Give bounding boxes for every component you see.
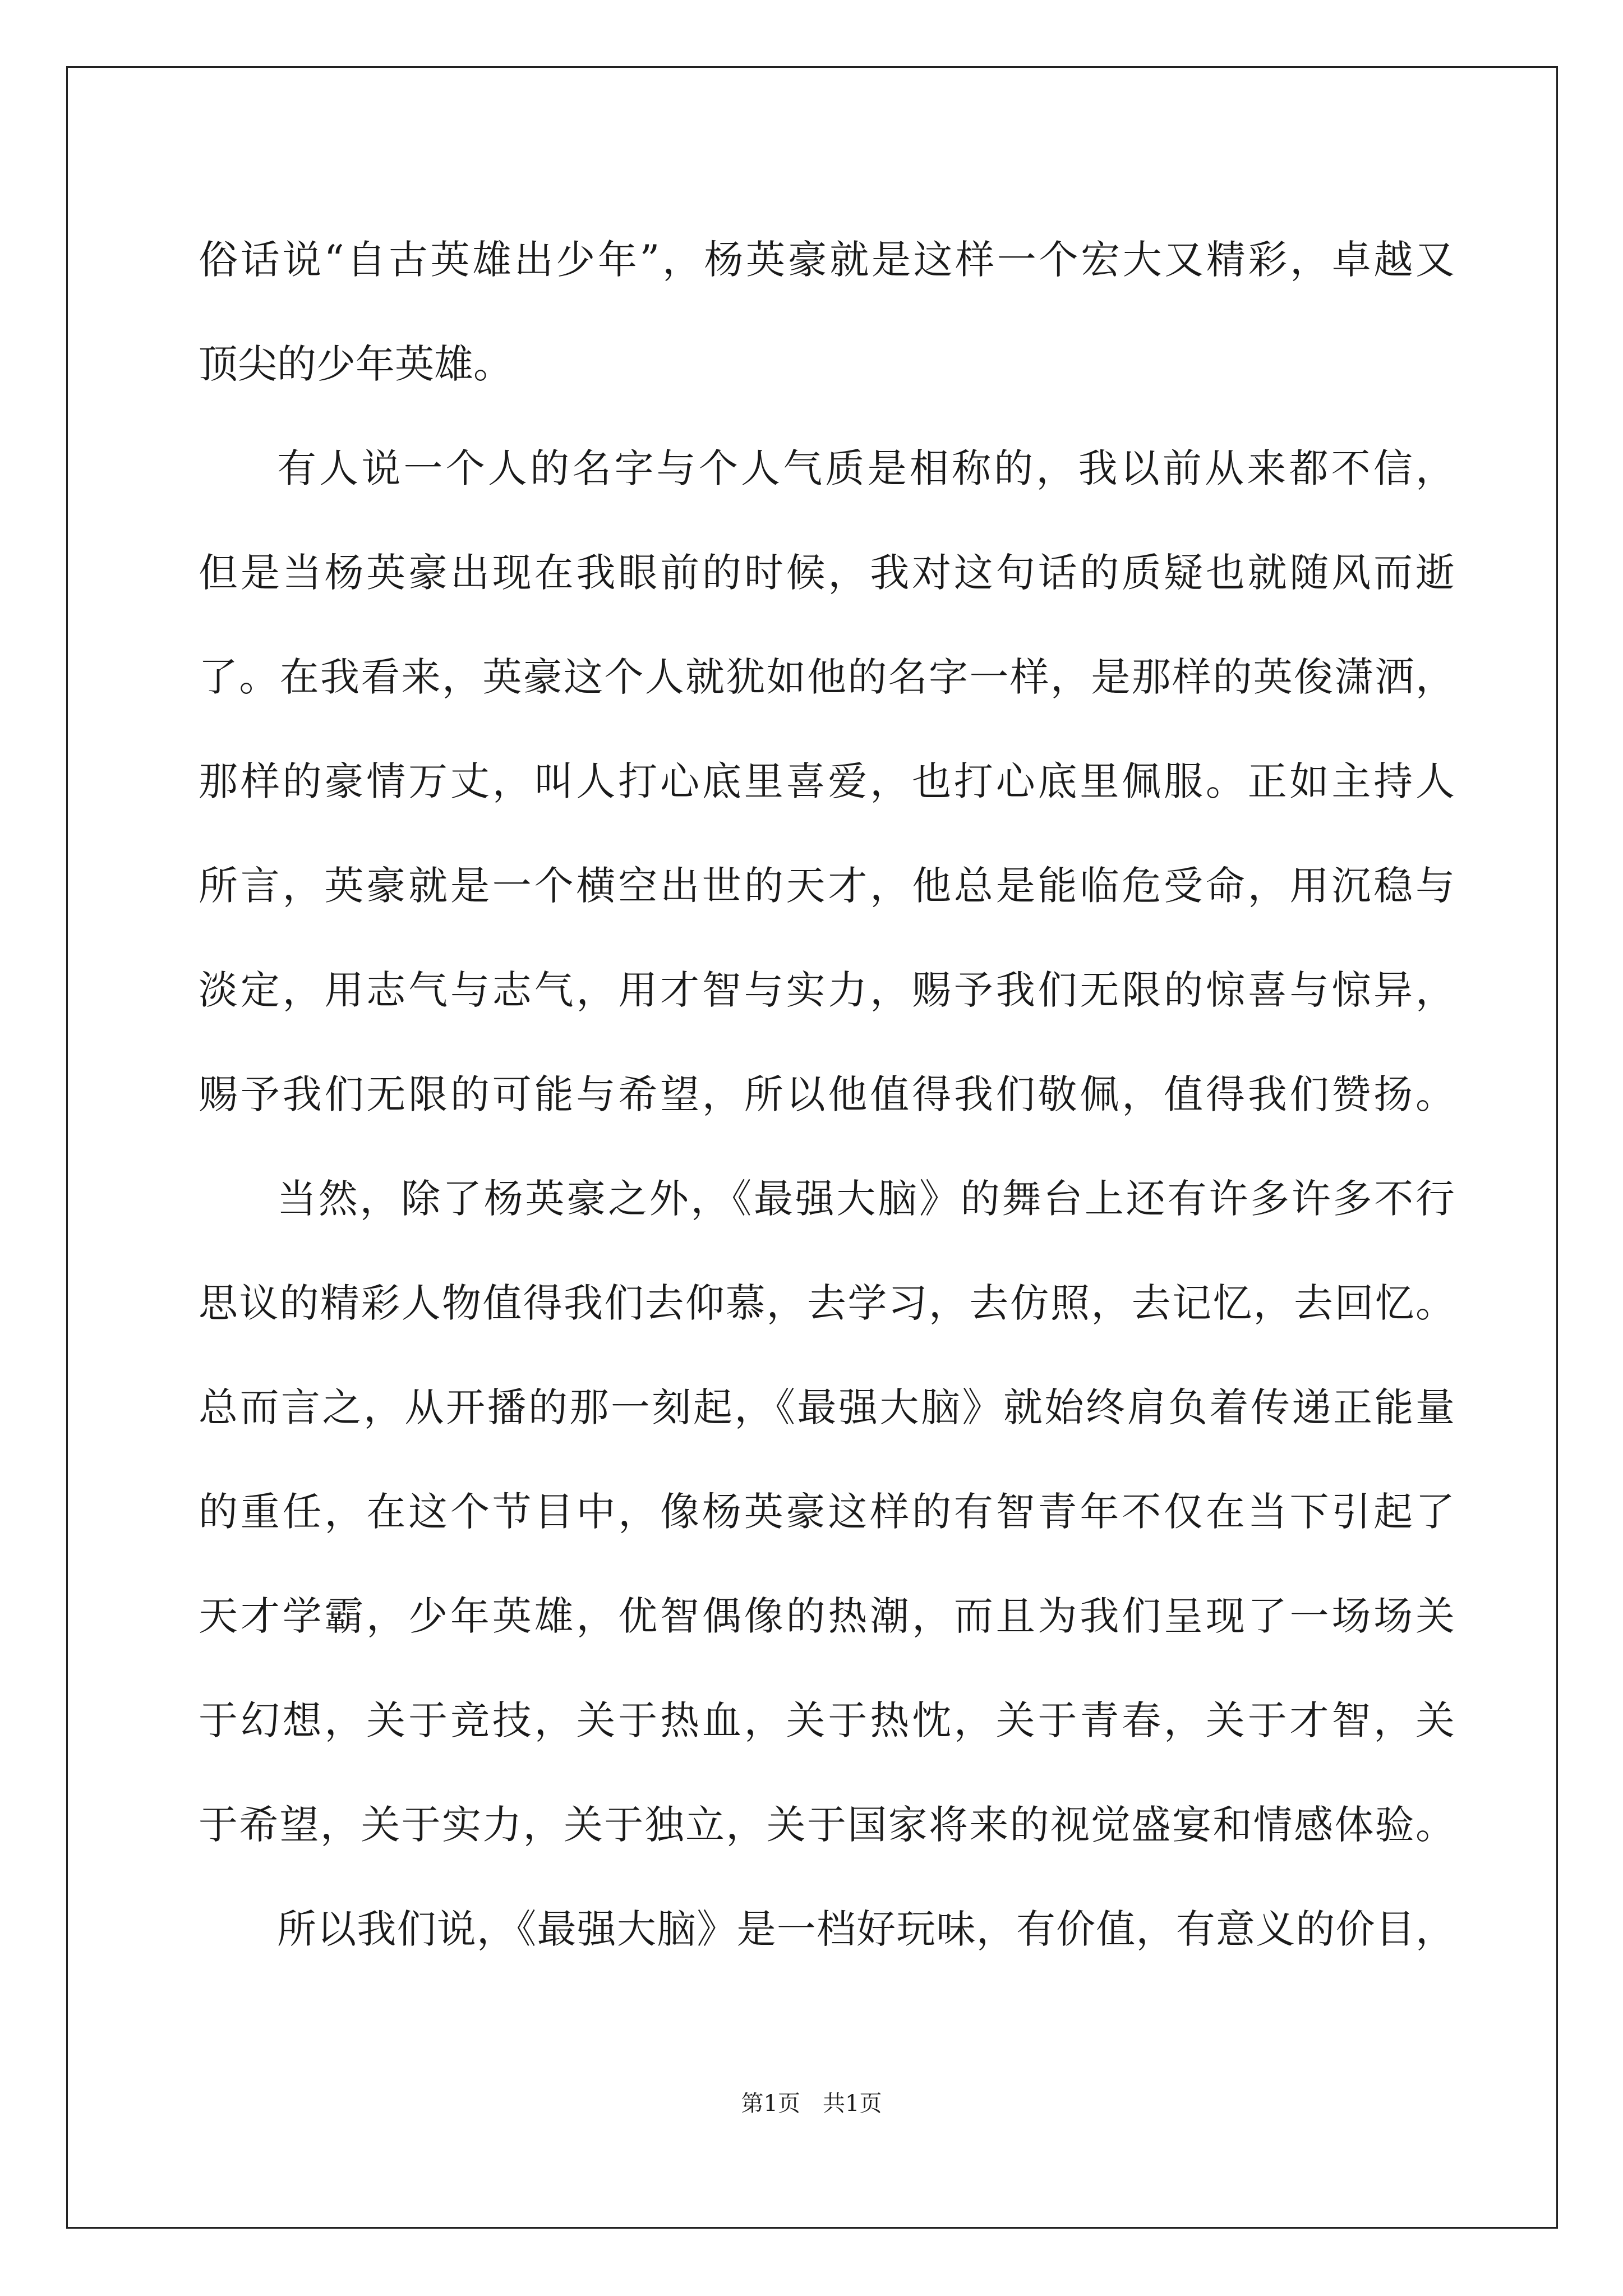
text-line: 淡定，用志气与志气，用才智与实力，赐予我们无限的惊喜与惊异， (199, 967, 1455, 1013)
text-line: 赐予我们无限的可能与希望，所以他值得我们敬佩，值得我们赞扬。 (199, 1071, 1455, 1117)
text-line: 所言，英豪就是一个横空出世的天才，他总是能临危受命，用沉稳与 (199, 863, 1455, 909)
text-line: 但是当杨英豪出现在我眼前的时候，我对这句话的质疑也就随风而逝 (199, 550, 1455, 596)
document-body (199, 208, 1455, 1981)
paragraph-first-line: 所以我们说，《最强大脑》是一档好玩味，有价值，有意义的价目， (277, 1906, 1455, 1952)
text-line: 总而言之，从开播的那一刻起，《最强大脑》就始终肩负着传递正能量 (199, 1384, 1455, 1430)
page-number-footer: 第1页 共1页 (741, 2091, 882, 2116)
paragraph-first-line: 有人说一个人的名字与个人气质是相称的，我以前从来都不信， (277, 445, 1455, 491)
paragraph-first-line: 当然，除了杨英豪之外，《最强大脑》的舞台上还有许多许多不行 (277, 1176, 1455, 1222)
text-line: 了。在我看来，英豪这个人就犹如他的名字一样，是那样的英俊潇洒， (199, 654, 1455, 700)
text-line: 那样的豪情万丈，叫人打心底里喜爱，也打心底里佩服。正如主持人 (199, 758, 1455, 804)
text-line: 于幻想，关于竞技，关于热血，关于热忱，关于青春，关于才智，关 (199, 1697, 1455, 1743)
text-line: 的重任，在这个节目中，像杨英豪这样的有智青年不仅在当下引起了 (199, 1489, 1455, 1535)
text-line: 思议的精彩人物值得我们去仰慕，去学习，去仿照，去记忆，去回忆。 (199, 1280, 1455, 1326)
text-line: 于希望，关于实力，关于独立，关于国家将来的视觉盛宴和情感体验。 (199, 1802, 1455, 1848)
text-line: 天才学霸，少年英雄，优智偶像的热潮，而且为我们呈现了一场场关 (199, 1593, 1455, 1639)
text-line: 俗话说“自古英雄出少年”，杨英豪就是这样一个宏大又精彩，卓越又 (199, 237, 1455, 283)
text-line: 顶尖的少年英雄。 (199, 341, 513, 387)
